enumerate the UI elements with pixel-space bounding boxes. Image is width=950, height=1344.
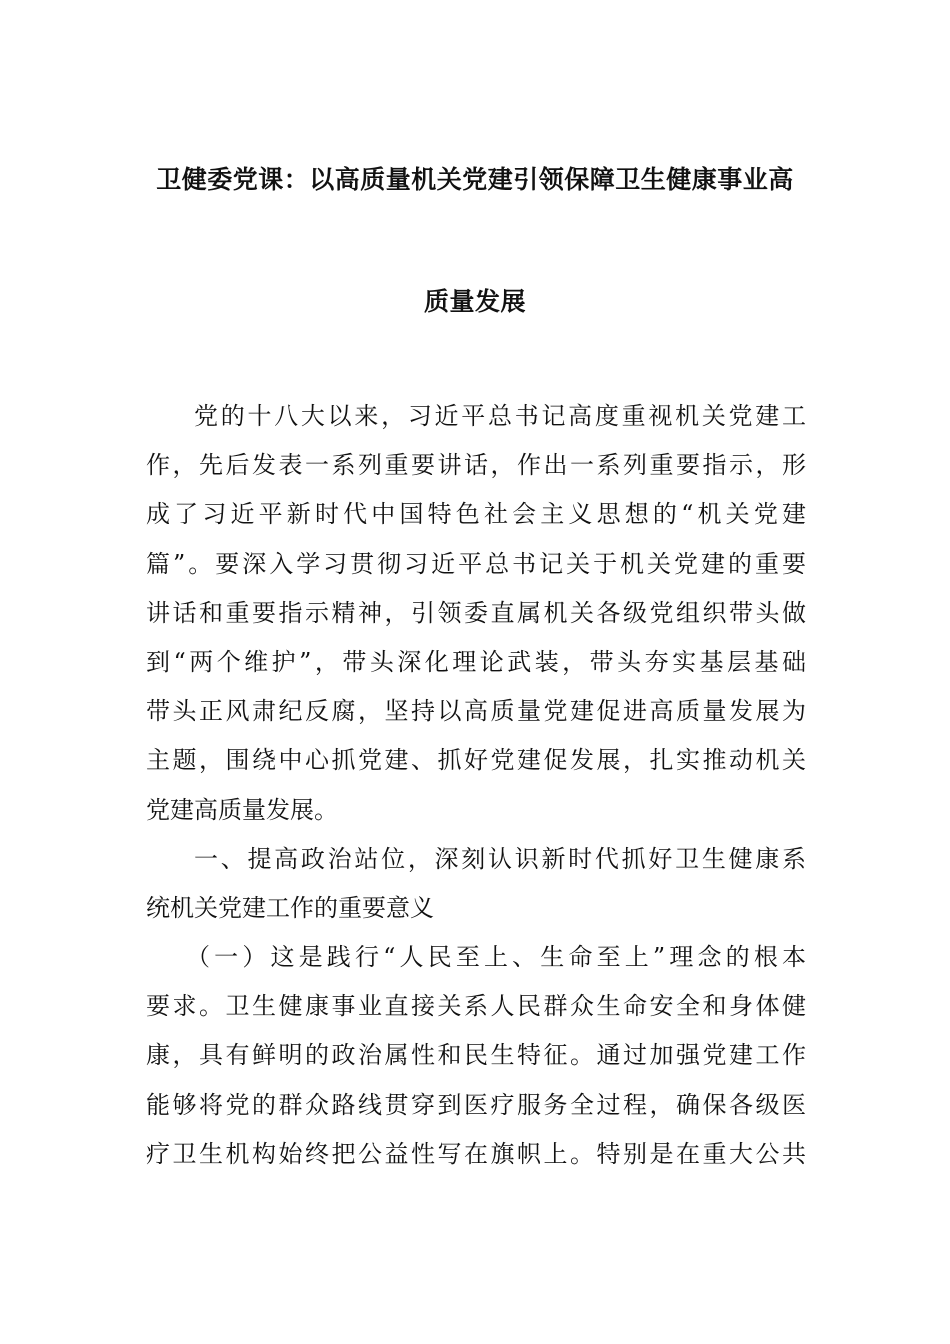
document-title-line-2: 质量发展 — [423, 287, 526, 316]
section-heading-line: 统机关党建工作的重要意义 — [146, 893, 434, 922]
paragraph-line: 疗卫生机构始终把公益性写在旗帜上。特别是在重大公共 — [146, 1139, 806, 1168]
paragraph-line: 党建高质量发展。 — [146, 795, 338, 824]
subsection-line: （一）这是践行“人民至上、生命至上”理念的根本 — [186, 943, 806, 972]
paragraph-line: 康，具有鲜明的政治属性和民生特征。通过加强党建工作 — [146, 1041, 806, 1070]
document-title-line-1: 卫健委党课：以高质量机关党建引领保障卫生健康事业高 — [156, 165, 794, 194]
paragraph-line: 篇”。要深入学习贯彻习近平总书记关于机关党建的重要 — [146, 549, 806, 578]
paragraph-line: 要求。卫生健康事业直接关系人民群众生命安全和身体健 — [146, 992, 806, 1021]
paragraph-line: 作，先后发表一系列重要讲话，作出一系列重要指示，形 — [146, 451, 806, 480]
paragraph-line: 党的十八大以来，习近平总书记高度重视机关党建工 — [194, 402, 806, 430]
paragraph-line: 带头正风肃纪反腐，坚持以高质量党建促进高质量发展为 — [146, 697, 806, 726]
paragraph-line: 能够将党的群众路线贯穿到医疗服务全过程，确保各级医 — [146, 1090, 806, 1119]
paragraph-line: 成了习近平新时代中国特色社会主义思想的“机关党建 — [146, 500, 806, 529]
paragraph-line: 到“两个维护”，带头深化理论武装，带头夯实基层基础 — [146, 647, 806, 676]
document-body — [146, 392, 806, 1179]
section-heading-line: 一、提高政治站位，深刻认识新时代抓好卫生健康系 — [194, 844, 806, 873]
paragraph-line: 讲话和重要指示精神，引领委直属机关各级党组织带头做 — [146, 598, 806, 627]
paragraph-line: 主题，围绕中心抓党建、抓好党建促发展，扎实推动机关 — [146, 746, 806, 775]
